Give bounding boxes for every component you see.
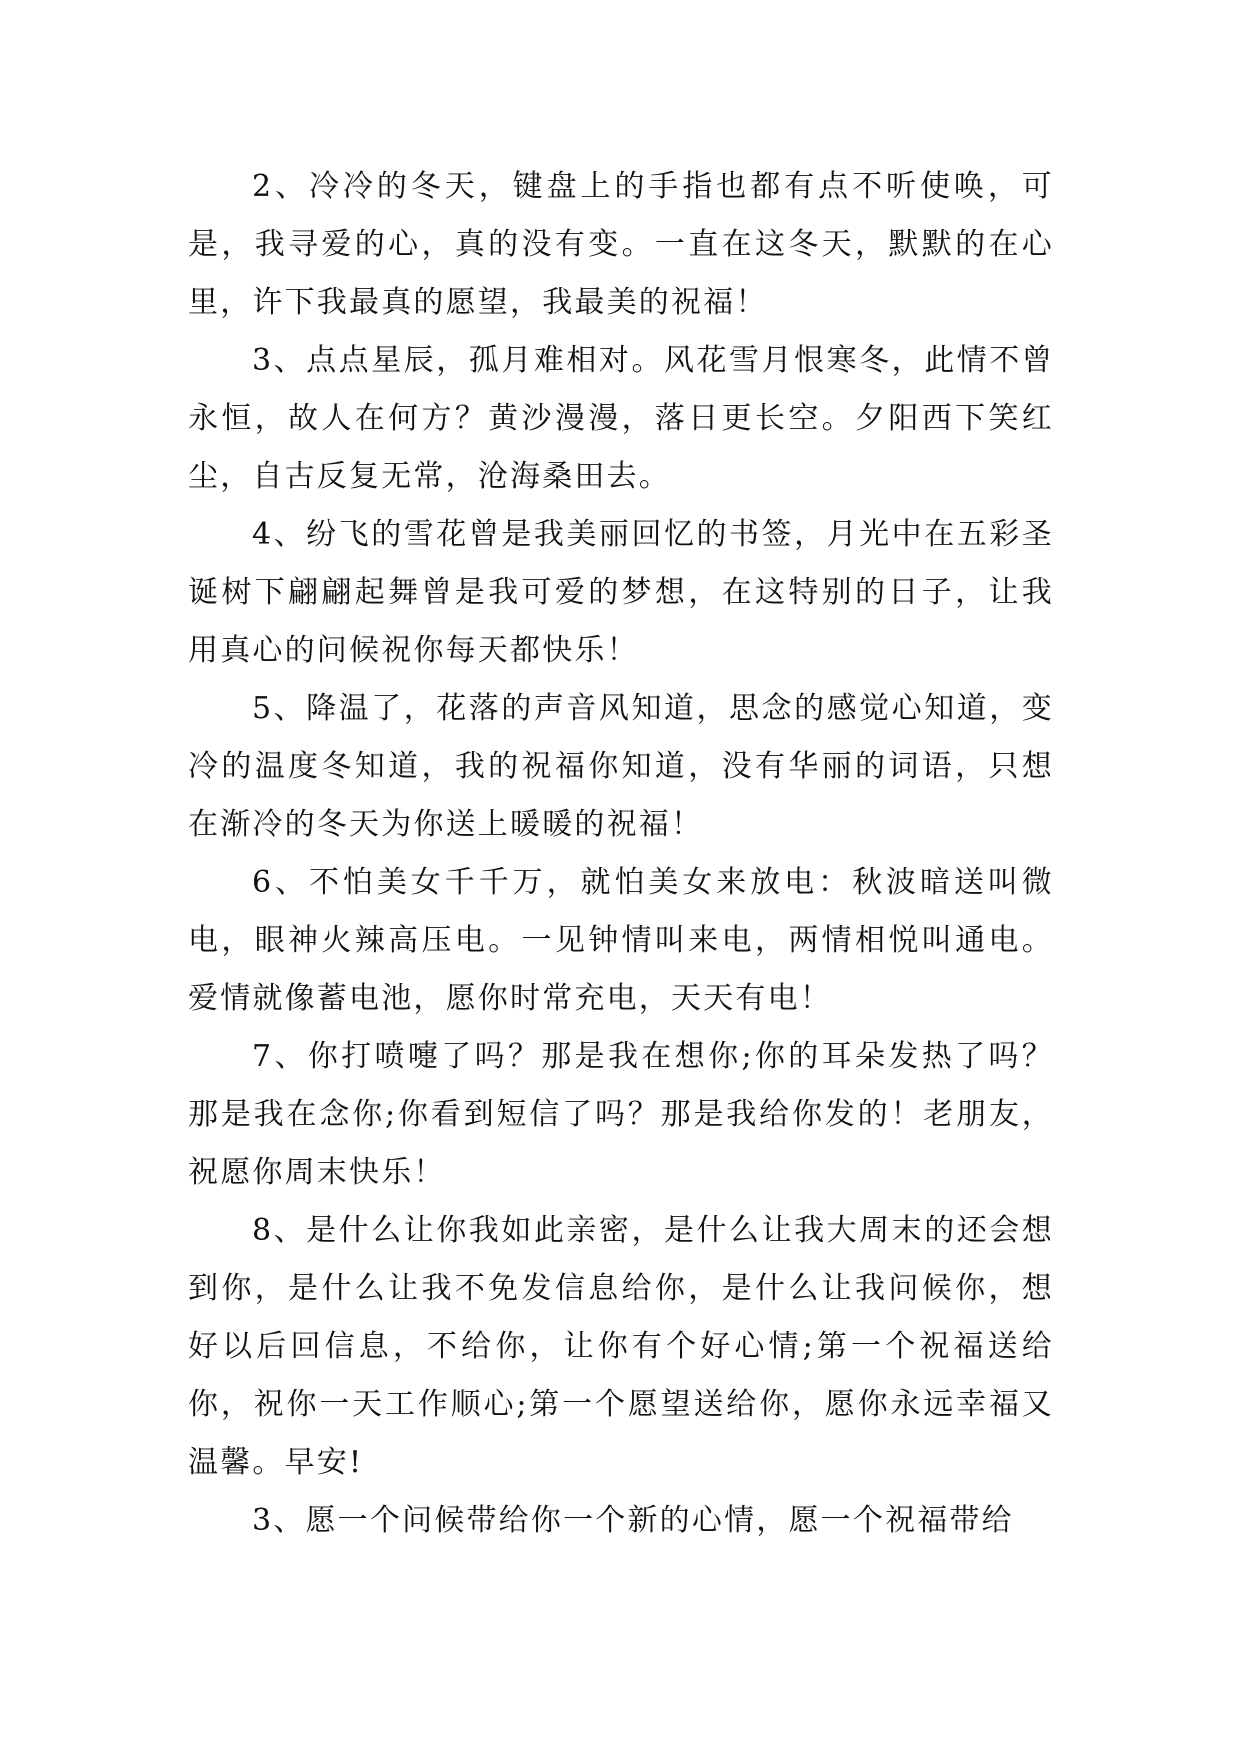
paragraph: 8、是什么让你我如此亲密，是什么让我大周末的还会想到你，是什么让我不免发信息给你，是什么让我问候你，想好以后回信息，不给你，让你有个好心情;第一个祝福送给你，祝你一天工作顺心;第一个愿望送给你，愿你永远幸福又温馨。早安!: [188, 1213, 1054, 1480]
document-body: [188, 158, 1054, 1550]
paragraph: 4、纷飞的雪花曾是我美丽回忆的书签，月光中在五彩圣诞树下翩翩起舞曾是我可爱的梦想，在这特别的日子，让我用真心的问候祝你每天都快乐！: [188, 517, 1054, 668]
paragraph: 5、降温了，花落的声音风知道，思念的感觉心知道，变冷的温度冬知道，我的祝福你知道，没有华丽的词语，只想在渐冷的冬天为你送上暖暖的祝福！: [188, 691, 1054, 842]
paragraph: 7、你打喷嚏了吗？那是我在想你;你的耳朵发热了吗？那是我在念你;你看到短信了吗？那是我给你发的！老朋友，祝愿你周末快乐！: [188, 1039, 1054, 1190]
paragraph: 2、冷冷的冬天，键盘上的手指也都有点不听使唤，可是，我寻爱的心，真的没有变。一直在这冬天，默默的在心里，许下我最真的愿望，我最美的祝福！: [188, 169, 1054, 320]
paragraph: 3、愿一个问候带给你一个新的心情，愿一个祝福带给: [252, 1503, 1014, 1538]
paragraph: 3、点点星辰，孤月难相对。风花雪月恨寒冬，此情不曾永恒，故人在何方？黄沙漫漫，落日更长空。夕阳西下笑红尘，自古反复无常，沧海桑田去。: [188, 343, 1054, 494]
paragraph: 6、不怕美女千千万，就怕美女来放电：秋波暗送叫微电，眼神火辣高压电。一见钟情叫来电，两情相悦叫通电。爱情就像蓄电池，愿你时常充电，天天有电！: [188, 865, 1054, 1016]
